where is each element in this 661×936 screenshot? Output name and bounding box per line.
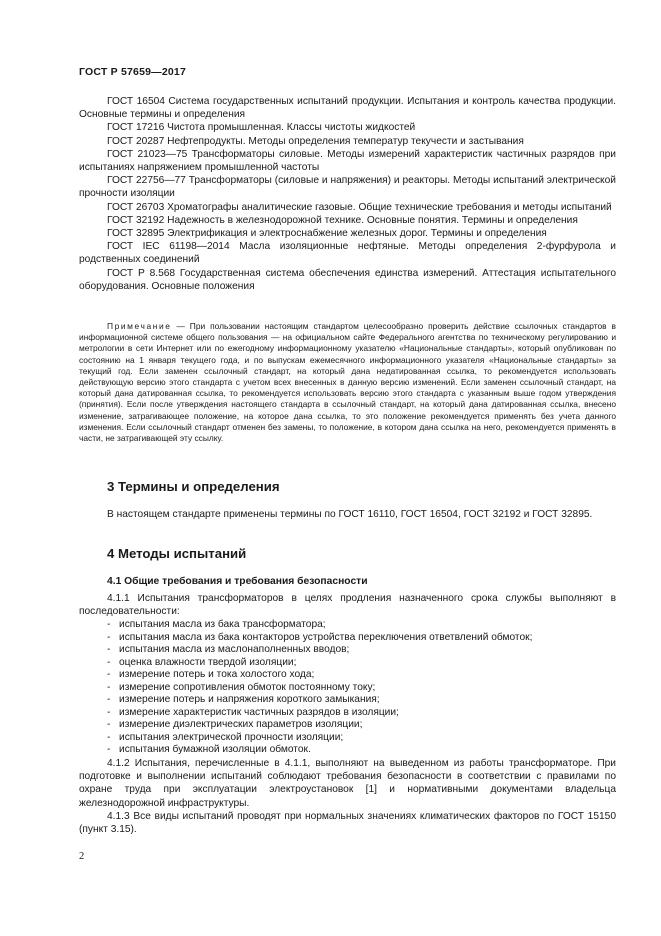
ref-item: ГОСТ 21023—75 Трансформаторы силовые. Методы измерений характеристик частичных разрядов при испытаниях напряжением промышленной частоты bbox=[79, 148, 616, 174]
ref-item: ГОСТ 16504 Система государственных испытаний продукции. Испытания и контроль качества продукции. Основные термины и определения bbox=[79, 96, 616, 121]
section-3-body bbox=[79, 508, 616, 521]
list-item: - измерение характеристик частичных разрядов в изоляции; bbox=[107, 706, 399, 718]
list-dash: - bbox=[107, 706, 111, 718]
list-item: - измерение потерь и тока холостого хода; bbox=[107, 669, 315, 681]
list-dash: - bbox=[107, 731, 111, 743]
test-sequence-list bbox=[79, 619, 616, 757]
section-4-body bbox=[79, 592, 616, 836]
list-dash: - bbox=[107, 744, 111, 756]
note-label: Примечание bbox=[107, 321, 172, 331]
list-item: - измерение диэлектрических параметров изоляции; bbox=[107, 719, 363, 731]
list-item: - измерение сопротивления обмоток постоянному току; bbox=[107, 681, 376, 693]
section-3-text: В настоящем стандарте применены термины по ГОСТ 16110, ГОСТ 16504, ГОСТ 32192 и ГОСТ 32895. bbox=[107, 509, 593, 520]
list-item: - испытания масла из бака трансформатора; bbox=[107, 619, 326, 631]
paragraph-4-1-3: 4.1.3 Все виды испытаний проводят при нормальных значениях климатических факторов по ГОСТ 15150 (пункт 3.15). bbox=[79, 810, 616, 835]
list-dash: - bbox=[107, 631, 111, 643]
ref-item: ГОСТ 22756—77 Трансформаторы (силовые и напряжения) и реакторы. Методы испытаний электрической прочности изоляции bbox=[79, 175, 616, 200]
list-item: - испытания масла из бака контакторов устройства переключения ответвлений обмоток; bbox=[107, 631, 533, 643]
note-text: — При пользовании настоящим стандартом целесообразно проверить действие ссылочных стандартов в информационной системе общего пользования — на официальном сайте Федерального агентства по техническому регулированию и метрологии в сети Интернет или по ежегодному информационному указателю «Национальные стандарты», который опубликован по состоянию на 1 января текущего года, и по выпускам ежемесячного информационного указателя «Национальные стандарты» за текущий год. Если заменен ссылочный стандарт, на который дана недатированная ссылка, то рекомендуется использовать действующую версию этого стандарта с учетом всех внесенных в данную версию изменений. Если заменен ссылочный стандарт, на который дана датированная ссылка, то рекомендуется использовать версию этого стандарта с указанным выше годом утверждения (принятия). Если после утверждения настоящего стандарта в ссылочный стандарт, на который дана датированная ссылка, внесено изменение, затрагивающее положение, на которое дана ссылка, то это положение рекомендуется применять без учета данного изменения. Если ссылочный стандарт отменен без замены, то положение, в котором дана ссылка на него, рекомендуется применять в части, не затрагивающей эту ссылку. bbox=[79, 321, 616, 444]
document-header: ГОСТ Р 57659—2017 bbox=[79, 66, 187, 78]
paragraph-4-1-1: 4.1.1 Испытания трансформаторов в целях продления назначенного срока службы выполняют в последовательности: bbox=[79, 593, 616, 618]
ref-item: ГОСТ 17216 Чистота промышленная. Классы чистоты жидкостей bbox=[107, 122, 416, 134]
list-dash: - bbox=[107, 669, 111, 681]
normative-references bbox=[79, 95, 616, 293]
list-dash: - bbox=[107, 681, 111, 693]
list-item: - испытания масла из маслонаполненных вводов; bbox=[107, 644, 350, 656]
ref-item: ГОСТ Р 8.568 Государственная система обеспечения единства измерений. Аттестация испытательного оборудования. Основные положения bbox=[79, 267, 616, 292]
page-number: 2 bbox=[79, 851, 85, 862]
list-item: - испытания электрической прочности изоляции; bbox=[107, 731, 344, 743]
subsection-4-1-heading: 4.1 Общие требования и требования безопасности bbox=[107, 576, 368, 587]
ref-item: ГОСТ 26703 Хроматографы аналитические газовые. Общие технические требования и методы испытаний bbox=[107, 201, 612, 213]
list-dash: - bbox=[107, 694, 111, 706]
ref-item: ГОСТ IEC 61198—2014 Масла изоляционные нефтяные. Методы определения 2-фурфурола и родственных соединений bbox=[79, 241, 616, 266]
list-dash: - bbox=[107, 719, 111, 731]
list-dash: - bbox=[107, 656, 111, 668]
list-item: - оценка влажности твердой изоляции; bbox=[107, 656, 297, 668]
ref-item: ГОСТ 32895 Электрификация и электроснабжение железных дорог. Термины и определения bbox=[107, 228, 547, 240]
ref-item: ГОСТ 20287 Нефтепродукты. Методы определения температур текучести и застывания bbox=[107, 135, 524, 147]
section-4-heading: 4 Методы испытаний bbox=[107, 546, 247, 561]
section-3-heading: 3 Термины и определения bbox=[107, 479, 280, 494]
note-block bbox=[79, 321, 616, 444]
ref-item: ГОСТ 32192 Надежность в железнодорожной технике. Основные понятия. Термины и определения bbox=[107, 214, 578, 226]
list-dash: - bbox=[107, 619, 111, 631]
list-item: - испытания бумажной изоляции обмоток. bbox=[107, 744, 311, 756]
paragraph-4-1-2: 4.1.2 Испытания, перечисленные в 4.1.1, выполняют на выведенном из работы трансформаторе. При подготовке и выполнении испытаний соблюдают требования безопасности в соответствии с правилами по охране труда при эксплуатации электроустановок [1] и нормативными документами владельца железнодорожной инфраструктуры. bbox=[79, 757, 616, 809]
list-dash: - bbox=[107, 644, 111, 656]
list-item: - измерение потерь и напряжения короткого замыкания; bbox=[107, 694, 380, 706]
note-paragraph bbox=[79, 321, 616, 444]
